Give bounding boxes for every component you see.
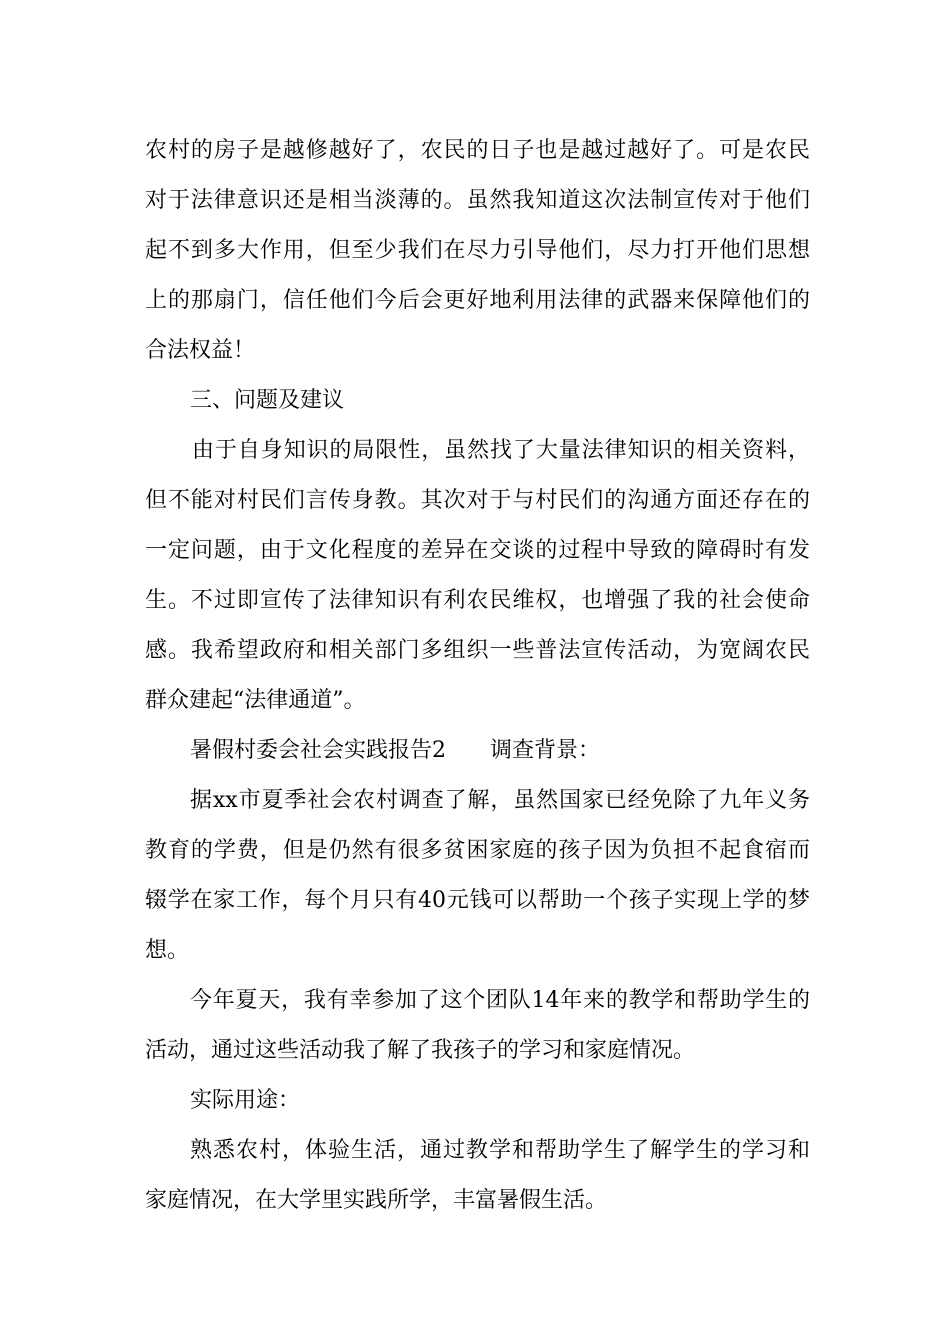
paragraph-line: 想。: [145, 938, 190, 963]
paragraph-line: 对于法律意识还是相当淡薄的。虽然我知道这次法制宣传对于他们: [145, 188, 810, 213]
paragraph-line: 群众建起“法律通道”。: [145, 688, 366, 713]
paragraph-line: 今年夏天，我有幸参加了这个团队14年来的教学和帮助学生的: [190, 988, 810, 1013]
paragraph-line: 但不能对村民们言传身教。其次对于与村民们的沟通方面还存在的: [145, 488, 810, 513]
report-title-line: 暑假村委会社会实践报告2 调查背景：: [190, 738, 600, 763]
paragraph-line: 辍学在家工作，每个月只有40元钱可以帮助一个孩子实现上学的梦: [145, 888, 810, 913]
paragraph-line: 家庭情况，在大学里实践所学，丰富暑假生活。: [145, 1188, 608, 1213]
paragraph-line: 据xx市夏季社会农村调查了解，虽然国家已经免除了九年义务: [190, 788, 810, 813]
paragraph-line: 活动，通过这些活动我了解了我孩子的学习和家庭情况。: [145, 1038, 696, 1063]
section-heading: 三、问题及建议: [190, 388, 345, 413]
paragraph-line: 一定问题，由于文化程度的差异在交谈的过程中导致的障碍时有发: [145, 538, 810, 563]
paragraph-line: 生。不过即宣传了法律知识有利农民维权，也增强了我的社会使命: [145, 588, 810, 613]
paragraph-line: 熟悉农村，体验生活，通过教学和帮助学生了解学生的学习和: [190, 1138, 810, 1163]
paragraph-line: 农村的房子是越修越好了，农民的日子也是越过越好了。可是农民: [145, 138, 810, 163]
paragraph-line: 合法权益！: [145, 338, 256, 363]
paragraph-line: 起不到多大作用，但至少我们在尽力引导他们，尽力打开他们思想: [145, 238, 810, 263]
paragraph-line: 感。我希望政府和相关部门多组织一些普法宣传活动，为宽阔农民: [145, 638, 810, 663]
paragraph-line: 由于自身知识的局限性，虽然找了大量法律知识的相关资料，: [192, 438, 810, 463]
paragraph-line: 上的那扇门，信任他们今后会更好地利用法律的武器来保障他们的: [145, 288, 810, 313]
paragraph-line: 教育的学费，但是仍然有很多贫困家庭的孩子因为负担不起食宿而: [145, 838, 810, 863]
section-heading: 实际用途：: [190, 1088, 301, 1113]
